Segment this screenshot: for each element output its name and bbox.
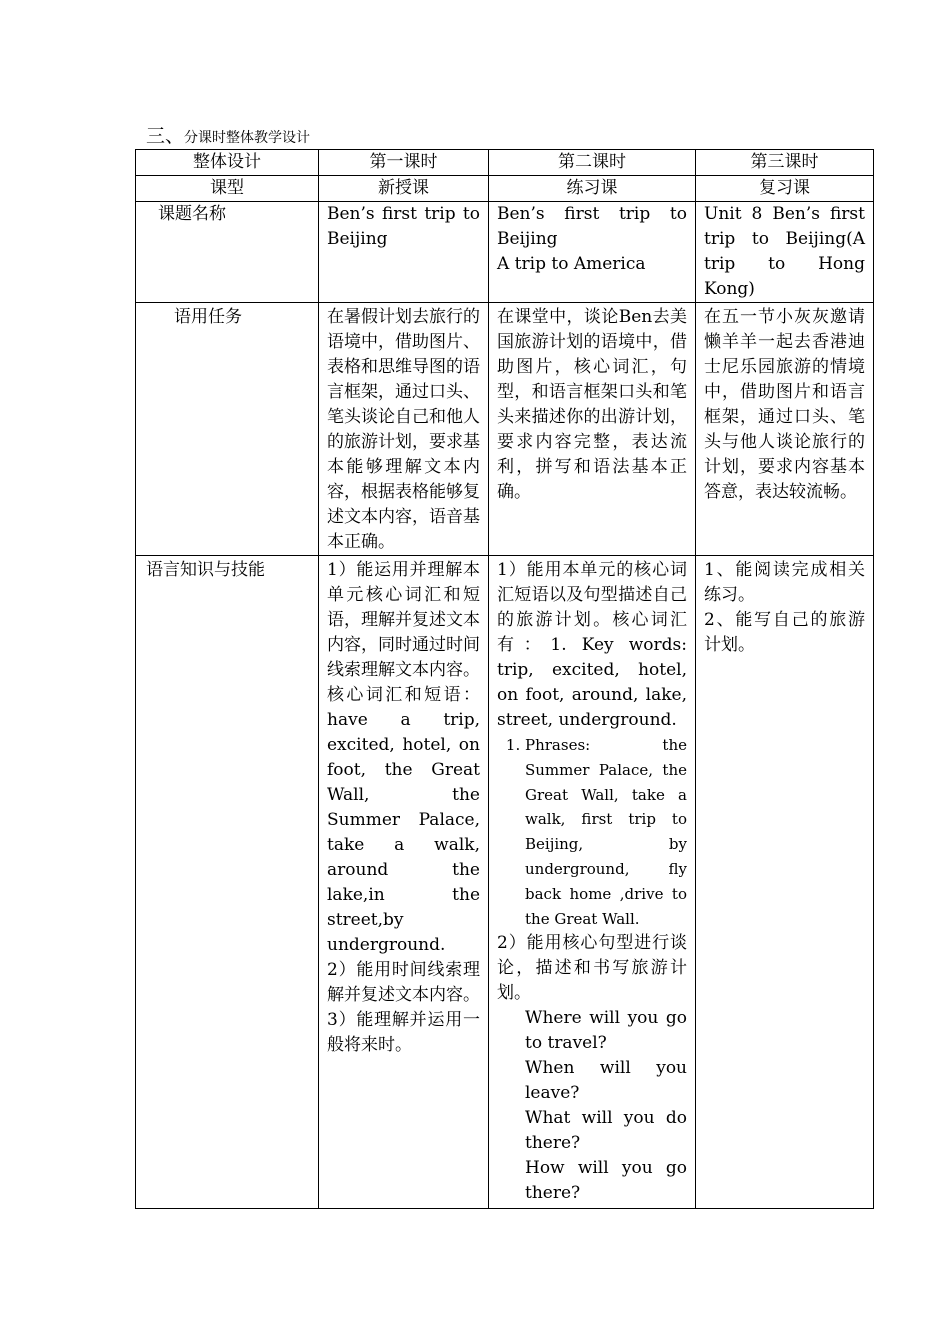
question-what: What will you do there? <box>525 1108 687 1154</box>
title-lesson2 <box>489 202 696 303</box>
skill-label: 语言知识与技能 <box>136 556 319 1209</box>
type-lesson1: 新授课 <box>319 176 489 202</box>
lesson-plan-table <box>135 149 874 1209</box>
task-lesson2: 在课堂中，谈论Ben去美国旅游计划的语境中，借助图片，核心词汇，句型，和语言框架口头和笔头来描述你的出游计划，要求内容完整，表达流利，拼写和语法基本正确。 <box>489 303 696 556</box>
task-label: 语用任务 <box>136 303 319 556</box>
header-cell-lesson1: 第一课时 <box>319 150 489 176</box>
section-heading <box>146 126 310 148</box>
question-when: When will you leave? <box>525 1058 687 1104</box>
section-title: 分课时整体教学设计 <box>184 130 311 146</box>
header-cell-lesson3: 第三课时 <box>696 150 874 176</box>
title-label: 课题名称 <box>136 202 319 303</box>
question-where: Where will you go to travel? <box>525 1008 687 1054</box>
header-cell-lesson2: 第二课时 <box>489 150 696 176</box>
skill-lesson2-p2: 2）能用核心句型进行谈论，描述和书写旅游计划。 <box>497 933 687 1004</box>
type-label: 课型 <box>136 176 319 202</box>
title-lesson1: Ben’s first trip to Beijing <box>319 202 489 303</box>
task-row <box>136 303 874 556</box>
question-how: How will you go there? <box>525 1158 687 1204</box>
skill-lesson3-p2: 2、能写自己的旅游计划。 <box>704 610 865 655</box>
skill-lesson3-p1: 1、能阅读完成相关练习。 <box>704 560 865 605</box>
skill-lesson3 <box>696 556 874 1209</box>
type-lesson3: 复习课 <box>696 176 874 202</box>
phrases-item: 1. Phrases: the Summer Palace, the Great Wall, take a walk, first trip to Beijing, by underground, fly back home ,drive to the Great Wall. <box>525 733 687 931</box>
type-lesson2: 练习课 <box>489 176 696 202</box>
skill-lesson1-p4: 3）能理解并运用一般将来时。 <box>327 1010 480 1055</box>
skill-row <box>136 556 874 1209</box>
header-row <box>136 150 874 176</box>
phrases-list <box>497 733 687 931</box>
section-number: 三、 <box>146 125 185 147</box>
title-lesson2-line2: A trip to America <box>497 254 646 274</box>
title-row <box>136 202 874 303</box>
title-lesson3: Unit 8 Ben’s first trip to Beijing(A trip to Hong Kong) <box>696 202 874 303</box>
header-cell-overall: 整体设计 <box>136 150 319 176</box>
skill-lesson1-p1: 1）能运用并理解本单元核心词汇和短语，理解并复述文本内容，同时通过时间线索理解文本内容。 <box>327 560 480 680</box>
skill-lesson1-p3: 2）能用时间线索理解并复述文本内容。 <box>327 960 480 1005</box>
title-lesson2-line1: Ben’s first trip to Beijing <box>497 204 687 249</box>
skill-lesson2 <box>489 556 696 1209</box>
type-row <box>136 176 874 202</box>
skill-lesson1-p2: 核心词汇和短语：have a trip, excited, hotel, on foot, the Great Wall, the Summer Palace, take a walk, around the lake,in the street,by underground. <box>327 685 480 955</box>
task-lesson3: 在五一节小灰灰邀请懒羊羊一起去香港迪士尼乐园旅游的情境中，借助图片和语言框架，通过口头、笔头与他人谈论旅行的计划，要求内容基本答意，表达较流畅。 <box>696 303 874 556</box>
skill-lesson2-p1: 1）能用本单元的核心词汇短语以及句型描述自己的旅游计划。核心词汇有：1. Key words: trip, excited, hotel, on foot, around, lake, street, underground. <box>497 560 687 730</box>
task-lesson1: 在暑假计划去旅行的语境中，借助图片、表格和思维导图的语言框架，通过口头、笔头谈论自己和他人的旅游计划，要求基本能够理解文本内容，根据表格能够复述文本内容，语音基本正确。 <box>319 303 489 556</box>
skill-lesson1 <box>319 556 489 1209</box>
